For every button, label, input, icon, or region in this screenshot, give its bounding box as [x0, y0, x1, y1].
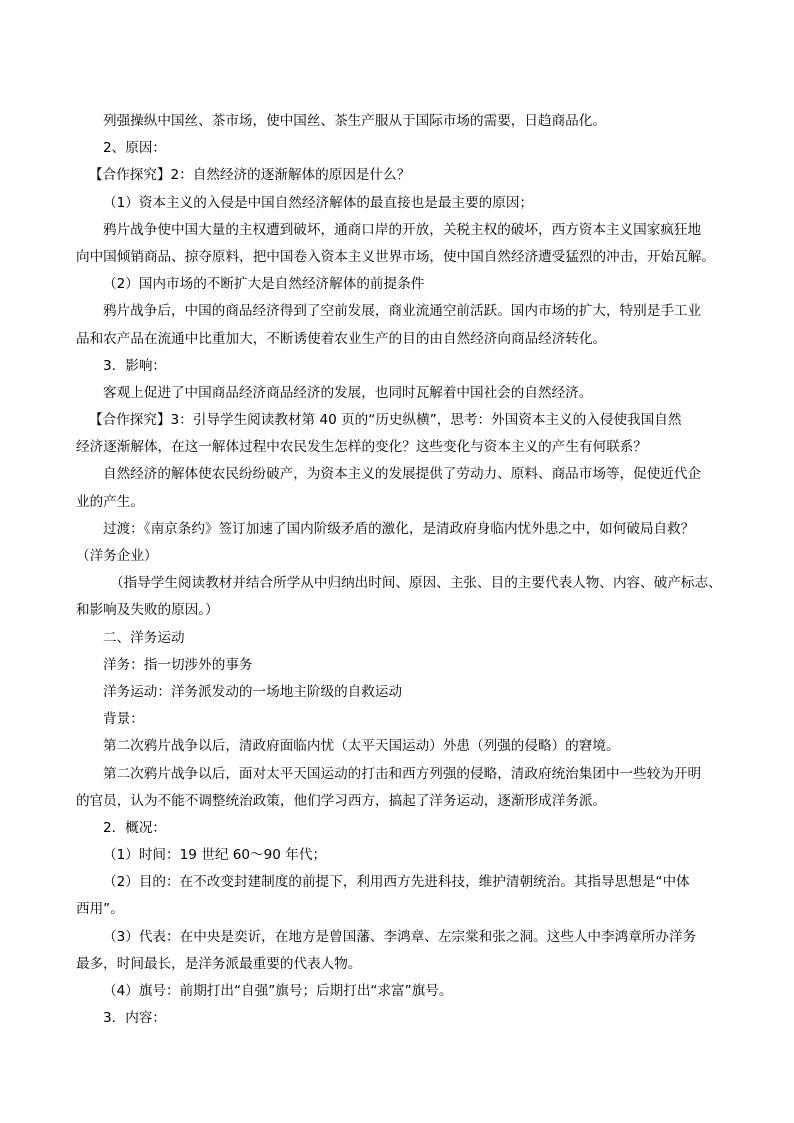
text-line: 和影响及失败的原因。） — [76, 602, 219, 619]
text-line: 3．内容： — [103, 1010, 167, 1027]
text-line: （2）国内市场的不断扩大是自然经济解体的前提条件 — [103, 276, 425, 293]
text-line: （3）代表：在中央是奕䜣，在地方是曾国藩、李鸿章、左宗棠和张之洞。这些人中李鸿章所办洋务 — [103, 928, 697, 945]
text-line: 鸦片战争后，中国的商品经济得到了空前发展，商业流通空前活跃。国内市场的扩大，特别是手工业 — [103, 303, 702, 320]
text-line: 背景： — [103, 711, 144, 728]
text-line: 经济逐渐解体，在这一解体过程中农民发生怎样的变化？这些变化与资本主义的产生有何联系？ — [76, 439, 647, 456]
text-line: 过渡：《南京条约》签订加速了国内阶级矛盾的激化，是清政府身临内忧外患之中，如何破局自救？ — [103, 520, 695, 537]
text-line: 品和农产品在流通中比重加大，不断诱使着农业生产的目的由自然经济向商品经济转化。 — [76, 330, 607, 347]
text-line: 客观上促进了中国商品经济商品经济的发展，也同时瓦解着中国社会的自然经济。 — [103, 384, 593, 401]
text-line: （指导学生阅读教材并结合所学从中归纳出时间、原因、主张、目的主要代表人物、内容、破产标志、 — [110, 575, 722, 592]
text-line: 洋务：指一切涉外的事务 — [103, 656, 253, 673]
text-line: 第二次鸦片战争以后，面对太平天国运动的打击和西方列强的侵略，清政府统治集团中一些较为开明 — [103, 765, 702, 782]
text-line: 列强操纵中国丝、茶市场，使中国丝、茶生产服从于国际市场的需要，日趋商品化。 — [103, 113, 606, 129]
text-line: （1）资本主义的入侵是中国自然经济解体的最直接也是最主要的原因； — [103, 194, 534, 211]
text-line: 洋务运动：洋务派发动的一场地主阶级的自救运动 — [103, 683, 403, 700]
text-line: （1）时间：19 世纪 60～90 年代； — [103, 847, 327, 864]
text-line: 3．影响： — [103, 357, 167, 374]
text-line: 最多，时间最长，是洋务派最重要的代表人物。 — [76, 955, 362, 972]
text-line: 2、原因： — [103, 140, 167, 157]
text-line: （洋务企业） — [76, 548, 158, 564]
text-line: （4）旗号：前期打出“自强”旗号；后期打出“求富”旗号。 — [103, 983, 453, 999]
text-line: 自然经济的解体使农民纷纷破产，为资本主义的发展提供了劳动力、原料、商品市场等，促使近代企 — [103, 466, 702, 483]
text-line: 【合作探究】2：自然经济的逐渐解体的原因是什么？ — [89, 167, 411, 184]
text-line: 鸦片战争使中国大量的主权遭到破坏，通商口岸的开放，关税主权的破坏，西方资本主义国家疯狂地 — [103, 221, 702, 238]
text-line: 的官员，认为不能不调整统治政策，他们学习西方，搞起了洋务运动，逐渐形成洋务派。 — [76, 792, 607, 809]
text-line: 业的产生。 — [76, 493, 144, 510]
text-line: 【合作探究】3：引导学生阅读教材第 40 页的“历史纵横”，思考：外国资本主义的入侵使我国自然 — [89, 412, 682, 429]
text-line: 第二次鸦片战争以后，清政府面临内忧（太平天国运动）外患（列强的侵略）的窘境。 — [103, 738, 620, 755]
text-line: 西用”。 — [76, 901, 124, 918]
text-line: 二、洋务运动 — [103, 629, 185, 646]
text-line: 2．概况： — [103, 819, 167, 836]
text-line: 向中国倾销商品、掠夺原料，把中国卷入资本主义世界市场，使中国自然经济遭受猛烈的冲击，开始瓦解。 — [76, 248, 715, 265]
document-body — [76, 108, 726, 1032]
text-line: （2）目的：在不改变封建制度的前提下，利用西方先进科技，维护清朝统治。其指导思想是“中体 — [103, 874, 690, 891]
